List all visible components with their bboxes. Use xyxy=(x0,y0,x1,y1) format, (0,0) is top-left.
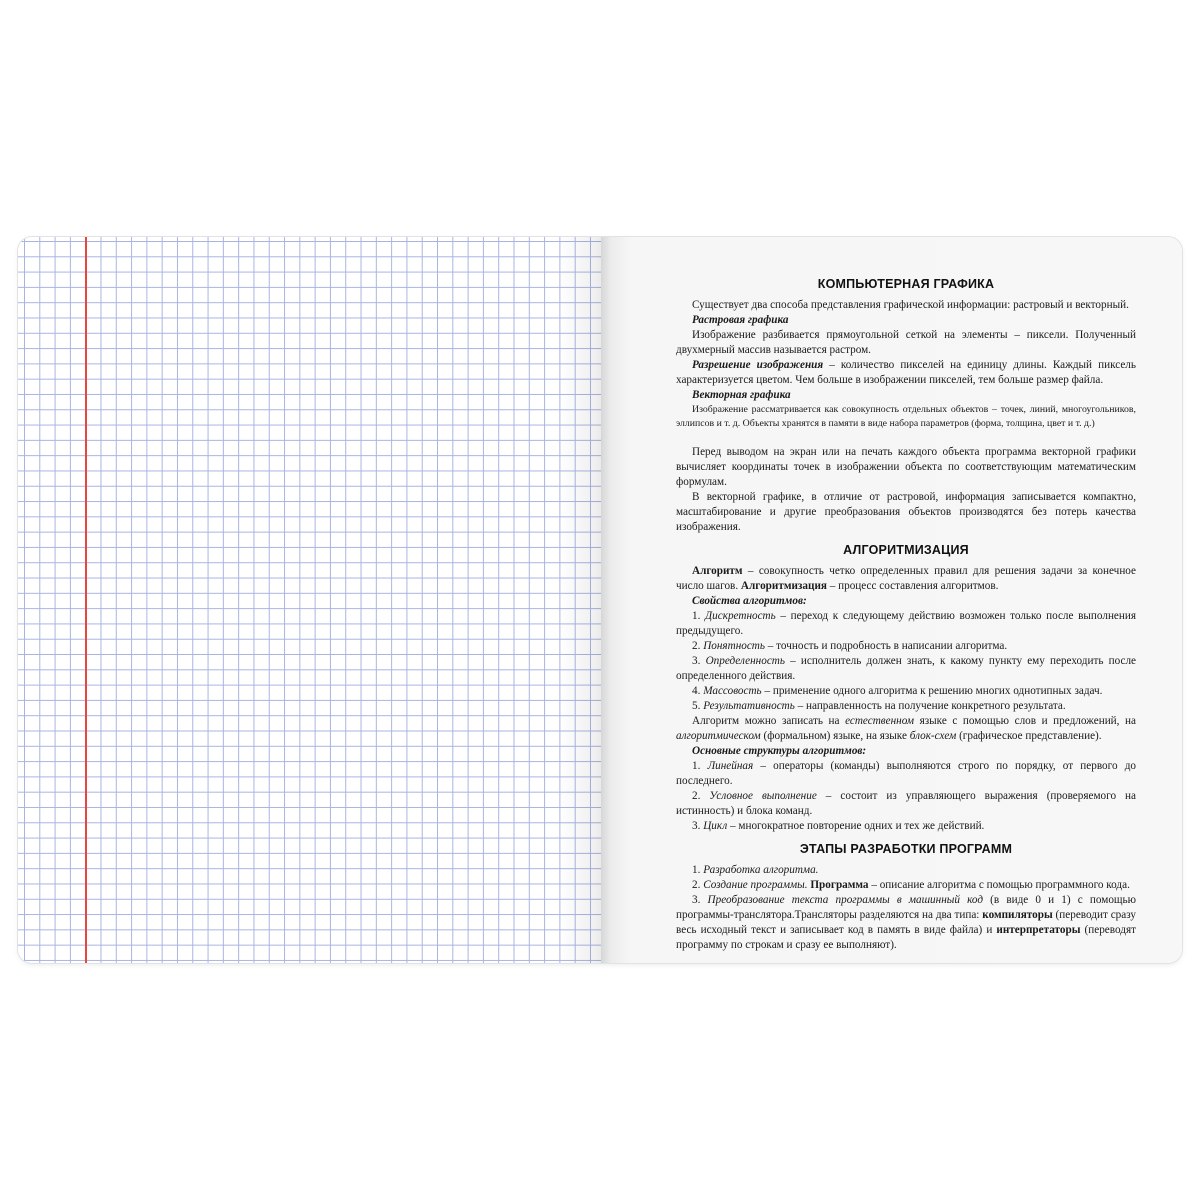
algorithmization-text: – процесс составления алгоритмов. xyxy=(826,580,999,592)
structure-item: 3. Цикл – многократное повторение одних и тех же действий. xyxy=(692,820,985,832)
algorithm-definition xyxy=(676,564,1136,594)
info-content xyxy=(676,277,1136,953)
open-notebook xyxy=(18,237,1182,963)
section-title-program-stages: ЭТАПЫ РАЗРАБОТКИ ПРОГРАММ xyxy=(799,842,1013,856)
grid-page xyxy=(18,237,601,963)
stage-item: 2. Создание программы. Программа – описание алгоритма с помощью программного кода. xyxy=(692,879,1130,891)
vector-text: Изображение рассматривается как совокупность отдельных объектов – точек, линий, многоугольников, эллипсов и т. д. Объекты хранятся в памяти в виде набора параметров (форма, толщина, цвет и т. д.) xyxy=(676,404,1136,429)
vector-heading: Векторная графика xyxy=(692,389,791,401)
structure-item: 1. Линейная – операторы (команды) выполняются строго по порядку, от первого до последнего. xyxy=(676,760,1136,787)
output-text: Перед выводом на экран или на печать каждого объекта программа векторной графики вычисляет координаты точек в изображении объекта по соответствующим математическим формулам. xyxy=(676,446,1136,488)
resolution-term: Разрешение изображения xyxy=(692,359,824,371)
property-item: 2. Понятность – точность и подробность в написании алгоритма. xyxy=(692,640,1008,652)
algorithm-term: Алгоритм xyxy=(692,565,743,577)
structure-item: 2. Условное выполнение – состоит из управляющего выражения (проверяемого на истинность) и блока команд. xyxy=(676,790,1137,817)
section-title-algorithms: АЛГОРИТМИЗАЦИЯ xyxy=(843,543,969,557)
graphics-intro: Существует два способа представления графической информации: растровый и векторный. xyxy=(692,299,1129,311)
section-title-graphics: КОМПЬЮТЕРНАЯ ГРАФИКА xyxy=(817,277,995,291)
raster-text: Изображение разбивается прямоугольной сеткой на элементы – пиксели. Полученный двухмерный массив называется растром. xyxy=(676,329,1136,356)
compare-text: В векторной графике, в отличие от растровой, информация записывается компактно, масштабирование и другие преобразования объектов производятся без потерь качества изображения. xyxy=(676,491,1136,533)
info-page xyxy=(601,237,1182,963)
algorithmization-term: Алгоритмизация xyxy=(740,580,827,592)
properties-heading: Свойства алгоритмов: xyxy=(692,595,807,607)
resolution-text: – количество пикселей на единицу длины. Каждый пиксель характеризуется цветом. Чем больше в изображении пикселей, тем больше размер файла. xyxy=(676,359,1136,386)
stage-item: 3. Преобразование текста программы в машинный код (в виде 0 и 1) с помощью программы-транслятора.Трансляторы разделяются на два типа: компиляторы (переводит сразу весь исходный текст и записывает код в память в виде файла) и интерпретаторы (переводят программу по строкам и сразу ее выполняют). xyxy=(676,894,1136,951)
property-item: 4. Массовость – применение одного алгоритма к решению многих однотипных задач. xyxy=(692,685,1103,697)
property-item: 5. Результативность – направленность на получение конкретного результата. xyxy=(692,700,1066,712)
algorithm-text: – совокупность четко определенных правил для решения задачи за конечное число шагов. xyxy=(676,565,1136,592)
structures-heading: Основные структуры алгоритмов: xyxy=(692,745,867,757)
raster-heading: Растровая графика xyxy=(692,314,789,326)
recording-paragraph: Алгоритм можно записать на естественном языке с помощью слов и предложений, на алгоритмическом (формальном) языке, на языке блок-схем (графическое представление). xyxy=(676,715,1136,742)
margin-line xyxy=(85,237,87,963)
property-item: 1. Дискретность – переход к следующему действию возможен только после выполнения предыдущего. xyxy=(676,610,1137,637)
resolution-paragraph xyxy=(676,358,1136,388)
stage-item: 1. Разработка алгоритма. xyxy=(692,864,819,876)
property-item: 3. Определенность – исполнитель должен знать, к какому пункту ему переходить после определенного действия. xyxy=(676,655,1137,682)
